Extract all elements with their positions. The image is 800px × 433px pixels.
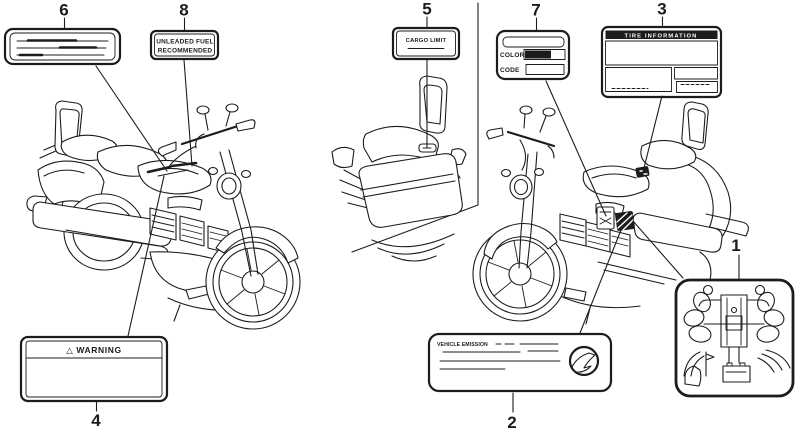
- signal-right: [535, 169, 544, 176]
- label-3-main-box: [606, 41, 718, 65]
- callout-number-6: 6: [59, 0, 69, 20]
- callout-number-3: 3: [657, 0, 667, 19]
- pictogram-dot: [732, 308, 737, 313]
- cylinder-1: [150, 208, 176, 240]
- signal-left: [502, 170, 511, 177]
- battery-caution-pictogram: [682, 286, 790, 387]
- pictogram-blob: [704, 286, 713, 295]
- leader-7: [546, 81, 606, 216]
- lower-pipe: [598, 262, 676, 284]
- headlight: [510, 175, 532, 199]
- front-hub: [242, 271, 264, 293]
- callout-4-warning-label: [21, 337, 167, 430]
- grip-right: [236, 120, 255, 131]
- carb-cover: [168, 196, 202, 210]
- mirror-stems-cables: [520, 114, 554, 170]
- signal-right: [242, 171, 251, 178]
- pictogram-blob: [756, 286, 765, 295]
- pictogram-column: [721, 295, 747, 347]
- cylinder-3: [610, 230, 630, 257]
- muffler: [633, 213, 722, 252]
- rear-fender-edge: [332, 147, 354, 167]
- saddlebag: [359, 154, 462, 228]
- label-2-title: VEHICLE EMISSION: [437, 342, 488, 348]
- callout-1-battery-label: [676, 236, 793, 396]
- battery-icon: [723, 366, 750, 382]
- grip-left: [487, 128, 503, 139]
- stand-lines: [560, 296, 640, 324]
- grip-left: [158, 142, 176, 156]
- cable-lines-right: [758, 350, 790, 372]
- pictogram-blob: [762, 308, 785, 329]
- mirror-left: [197, 106, 209, 114]
- callout-number-8: 8: [179, 0, 189, 20]
- label-7-code-box: [526, 65, 564, 75]
- label-2-text-line-2: [443, 351, 558, 352]
- rear-guard: [700, 252, 711, 280]
- mirror-right: [543, 108, 555, 116]
- headlight: [217, 173, 241, 199]
- callout-number-5: 5: [422, 0, 432, 19]
- label-8-line2: RECOMMENDED: [157, 47, 213, 55]
- callout-number-2: 2: [507, 413, 517, 432]
- pictogram-drop-lines: [729, 347, 739, 363]
- mirror-stems-cables: [168, 112, 230, 168]
- label-3-bottom-left-box: [606, 68, 672, 92]
- label-3-title: TIRE INFORMATION: [624, 33, 698, 40]
- motorcycle-right: [473, 102, 748, 324]
- label-3-right-box-2: [677, 82, 718, 93]
- callout-number-7: 7: [531, 0, 541, 20]
- pictogram-flag: [706, 352, 714, 376]
- label-7-color-fill: [525, 51, 551, 59]
- backrest: [420, 76, 447, 133]
- pictogram-column-lines: [727, 298, 741, 345]
- signal-left: [209, 168, 218, 175]
- callout-6-blank-label: [5, 1, 120, 65]
- callout-number-4: 4: [91, 411, 101, 430]
- mirror-left: [520, 106, 532, 114]
- callout-7-color-code-label: [497, 1, 569, 80]
- battery-terminal: [740, 363, 745, 366]
- callout-5-cargo-label: [393, 0, 459, 59]
- pictogram-blob: [688, 324, 712, 344]
- pictogram-blob: [756, 324, 780, 344]
- label-7-top-bar: [503, 37, 564, 47]
- label-7-code-text: CODE: [500, 67, 520, 74]
- callout-3-tire-label: [602, 0, 721, 97]
- cylinder-1: [560, 214, 586, 246]
- label-5-text: CARGO LIMIT: [405, 38, 447, 44]
- callout-number-1: 1: [731, 236, 741, 255]
- callout-8-fuel-label: [151, 1, 218, 60]
- pictogram-inner-box: [726, 316, 742, 330]
- handlebar: [508, 132, 554, 146]
- motorcycle-left: [27, 101, 300, 329]
- label-3-right-box-1: [675, 68, 718, 80]
- pictogram-blob: [682, 308, 705, 329]
- battery-terminal: [727, 363, 732, 366]
- label-4-title: △ WARNING: [66, 345, 122, 355]
- label-3-fine-print-lines: [612, 85, 710, 89]
- rear-fender-arcs: [372, 234, 454, 261]
- mirror-right: [226, 104, 238, 112]
- label-7-color-text: COLOR: [500, 52, 525, 59]
- callout-2-emission-label: [429, 334, 611, 432]
- wing-logo-icon: [572, 353, 595, 372]
- label-2-text-lines: [440, 361, 560, 369]
- cylinder-2: [180, 216, 204, 246]
- label-8-line1: UNLEADED FUEL: [156, 38, 214, 46]
